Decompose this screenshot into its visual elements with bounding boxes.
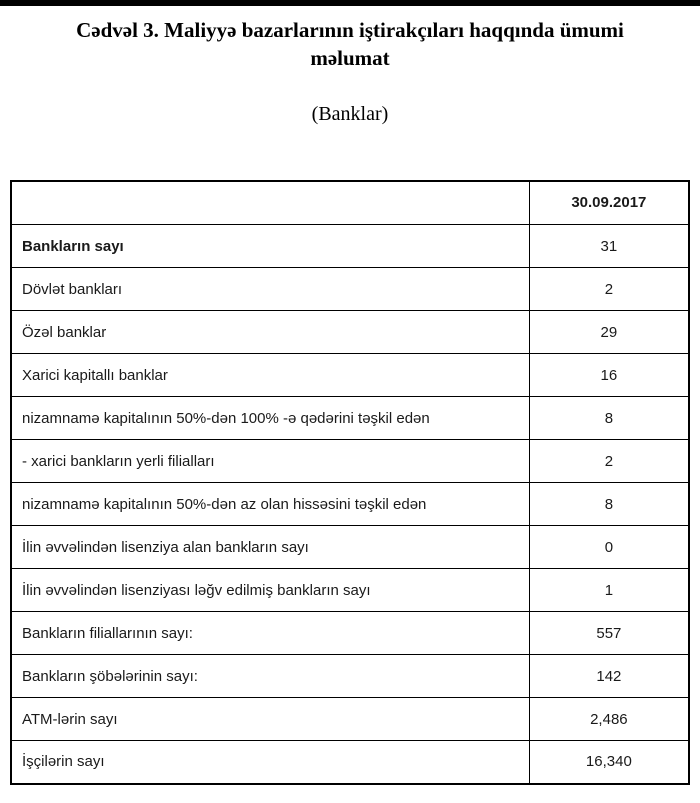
table-row xyxy=(11,311,689,354)
row-value: 2 xyxy=(529,440,689,483)
row-label: İşçilərin sayı xyxy=(11,741,529,784)
row-label: Bankların filiallarının sayı: xyxy=(11,612,529,655)
header-label-cell xyxy=(11,181,529,225)
table-row xyxy=(11,698,689,741)
page-title: Cədvəl 3. Maliyyə bazarlarının iştirakçıları haqqında ümumi məlumat xyxy=(76,18,624,71)
row-value: 16,340 xyxy=(529,741,689,784)
row-label: - xarici bankların yerli filialları xyxy=(11,440,529,483)
table-row xyxy=(11,354,689,397)
page-subtitle: (Banklar) xyxy=(311,102,389,125)
table-row xyxy=(11,526,689,569)
row-label: İlin əvvəlindən lisenziya alan bankların sayı xyxy=(11,526,529,569)
table-row xyxy=(11,225,689,268)
row-value: 2,486 xyxy=(529,698,689,741)
row-value: 8 xyxy=(529,397,689,440)
table-row xyxy=(11,397,689,440)
row-label: Bankların sayı xyxy=(11,225,529,268)
table-row xyxy=(11,569,689,612)
row-label: İlin əvvəlindən lisenziyası ləğv edilmiş bankların sayı xyxy=(11,569,529,612)
row-value: 142 xyxy=(529,655,689,698)
row-label: Bankların şöbələrinin sayı: xyxy=(11,655,529,698)
table-row xyxy=(11,440,689,483)
row-value: 557 xyxy=(529,612,689,655)
row-value: 8 xyxy=(529,483,689,526)
row-label: nizamnamə kapitalının 50%-dən 100% -ə qədərini təşkil edən xyxy=(11,397,529,440)
row-value: 0 xyxy=(529,526,689,569)
row-label: ATM-lərin sayı xyxy=(11,698,529,741)
row-label: Xarici kapitallı banklar xyxy=(11,354,529,397)
table-row xyxy=(11,655,689,698)
table-row xyxy=(11,268,689,311)
row-value: 16 xyxy=(529,354,689,397)
banks-summary-table xyxy=(10,180,690,785)
top-divider xyxy=(0,0,700,6)
row-value: 2 xyxy=(529,268,689,311)
row-value: 1 xyxy=(529,569,689,612)
row-label: Dövlət bankları xyxy=(11,268,529,311)
table-row xyxy=(11,483,689,526)
row-value: 31 xyxy=(529,225,689,268)
table-row xyxy=(11,612,689,655)
table-row xyxy=(11,741,689,784)
header-date-cell: 30.09.2017 xyxy=(529,181,689,225)
row-label: Özəl banklar xyxy=(11,311,529,354)
table-header-row xyxy=(11,181,689,225)
row-value: 29 xyxy=(529,311,689,354)
row-label: nizamnamə kapitalının 50%-dən az olan hissəsini təşkil edən xyxy=(11,483,529,526)
